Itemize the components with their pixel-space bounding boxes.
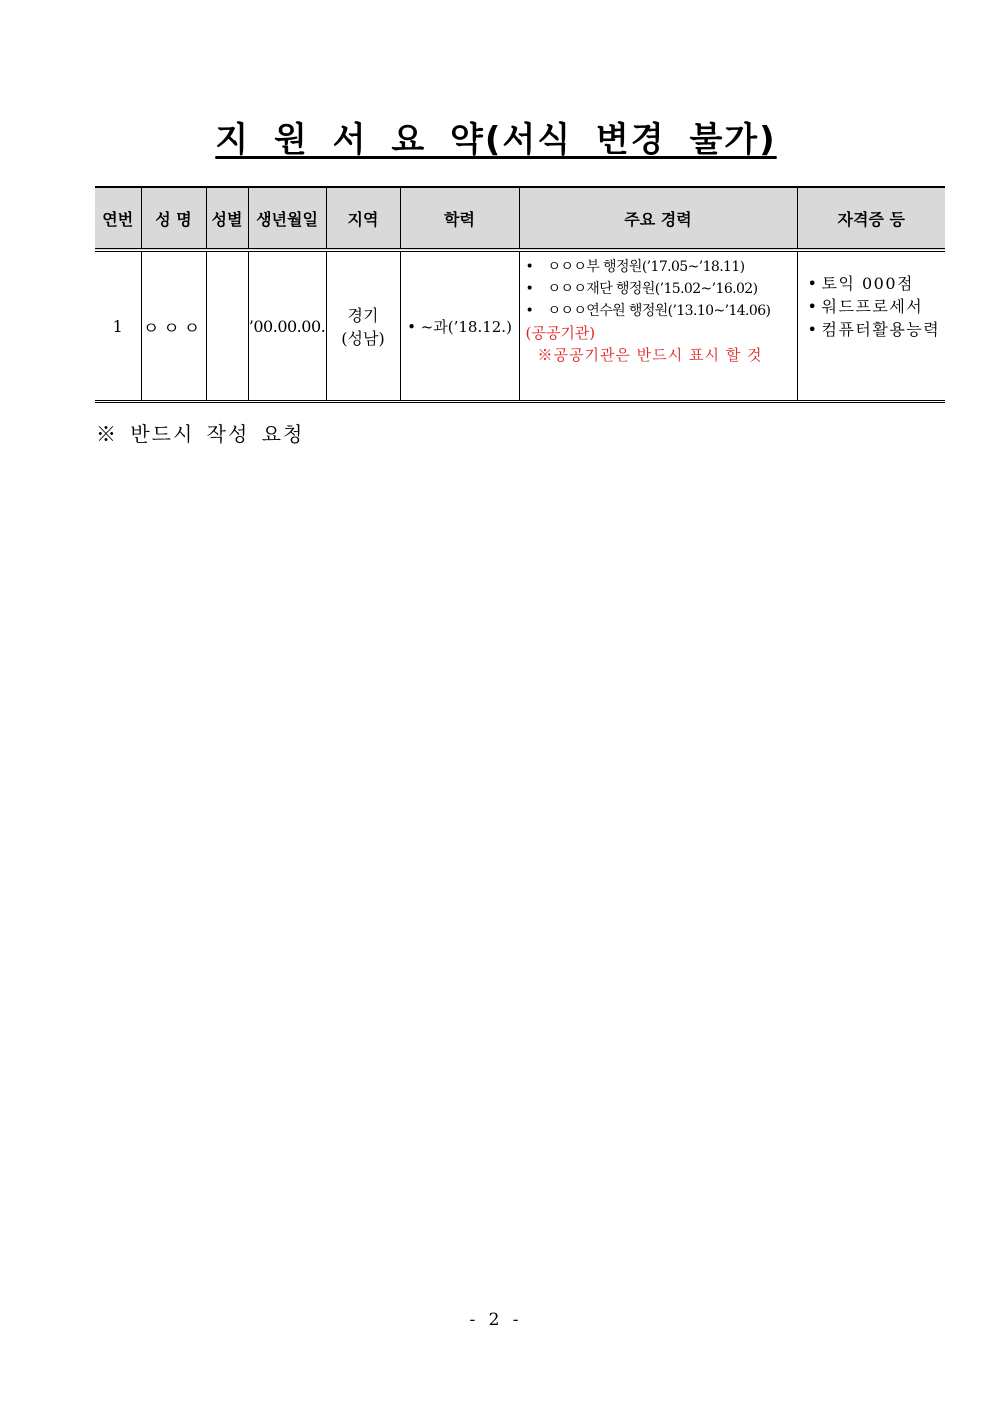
header-career: 주요 경력: [519, 187, 797, 250]
cell-education: • ~과(’18.12.): [400, 250, 519, 402]
bullet-icon: •: [525, 281, 534, 297]
header-region: 지역: [326, 187, 400, 250]
bullet-icon: •: [525, 303, 534, 319]
certificate-item: • 컴퓨터활용능력: [808, 318, 942, 341]
cell-certificates: [797, 250, 945, 402]
career-item: [526, 256, 793, 278]
header-education: 학력: [400, 187, 519, 250]
header-gender: 성별: [206, 187, 248, 250]
document-title-text: 지 원 서 요 약(서식 변경 불가): [215, 120, 777, 160]
table-row: [95, 250, 945, 402]
document-title: [0, 112, 992, 161]
career-item-text: ㅇㅇㅇ재단 행정원(’15.02~’16.02): [547, 281, 758, 297]
certificate-item: • 워드프로세서: [808, 295, 942, 318]
career-item-text: ㅇㅇㅇ부 행정원(’17.05~’18.11): [547, 259, 745, 275]
cell-name: ㅇㅇㅇ: [141, 250, 206, 402]
cell-number: 1: [95, 250, 141, 402]
instruction-note: ※ 반드시 작성 요청: [96, 422, 305, 446]
region-line2: (성남): [341, 329, 385, 348]
career-public-note: ※공공기관은 반드시 표시 할 것: [537, 346, 763, 364]
bullet-icon: •: [525, 259, 534, 275]
table-header-row: [95, 187, 945, 250]
header-name: 성 명: [141, 187, 206, 250]
career-public-label: (공공기관): [525, 324, 596, 342]
career-item-text: ㅇㅇㅇ연수원 행정원(’13.10~’14.06): [547, 303, 771, 319]
certificate-item: • 토익 000점: [808, 272, 942, 295]
region-line1: 경기: [347, 306, 379, 325]
cell-gender: [206, 250, 248, 402]
cell-birth: ’00.00.00.: [248, 250, 326, 402]
cell-career: [519, 250, 797, 402]
header-birth: 생년월일: [248, 187, 326, 250]
career-item: [526, 278, 793, 300]
page-number: - 2 -: [469, 1310, 523, 1330]
cell-region: [326, 250, 400, 402]
header-certificates: 자격증 등: [797, 187, 945, 250]
header-number: 연번: [95, 187, 141, 250]
career-item: [526, 300, 793, 322]
applicant-summary-table: [95, 186, 945, 403]
